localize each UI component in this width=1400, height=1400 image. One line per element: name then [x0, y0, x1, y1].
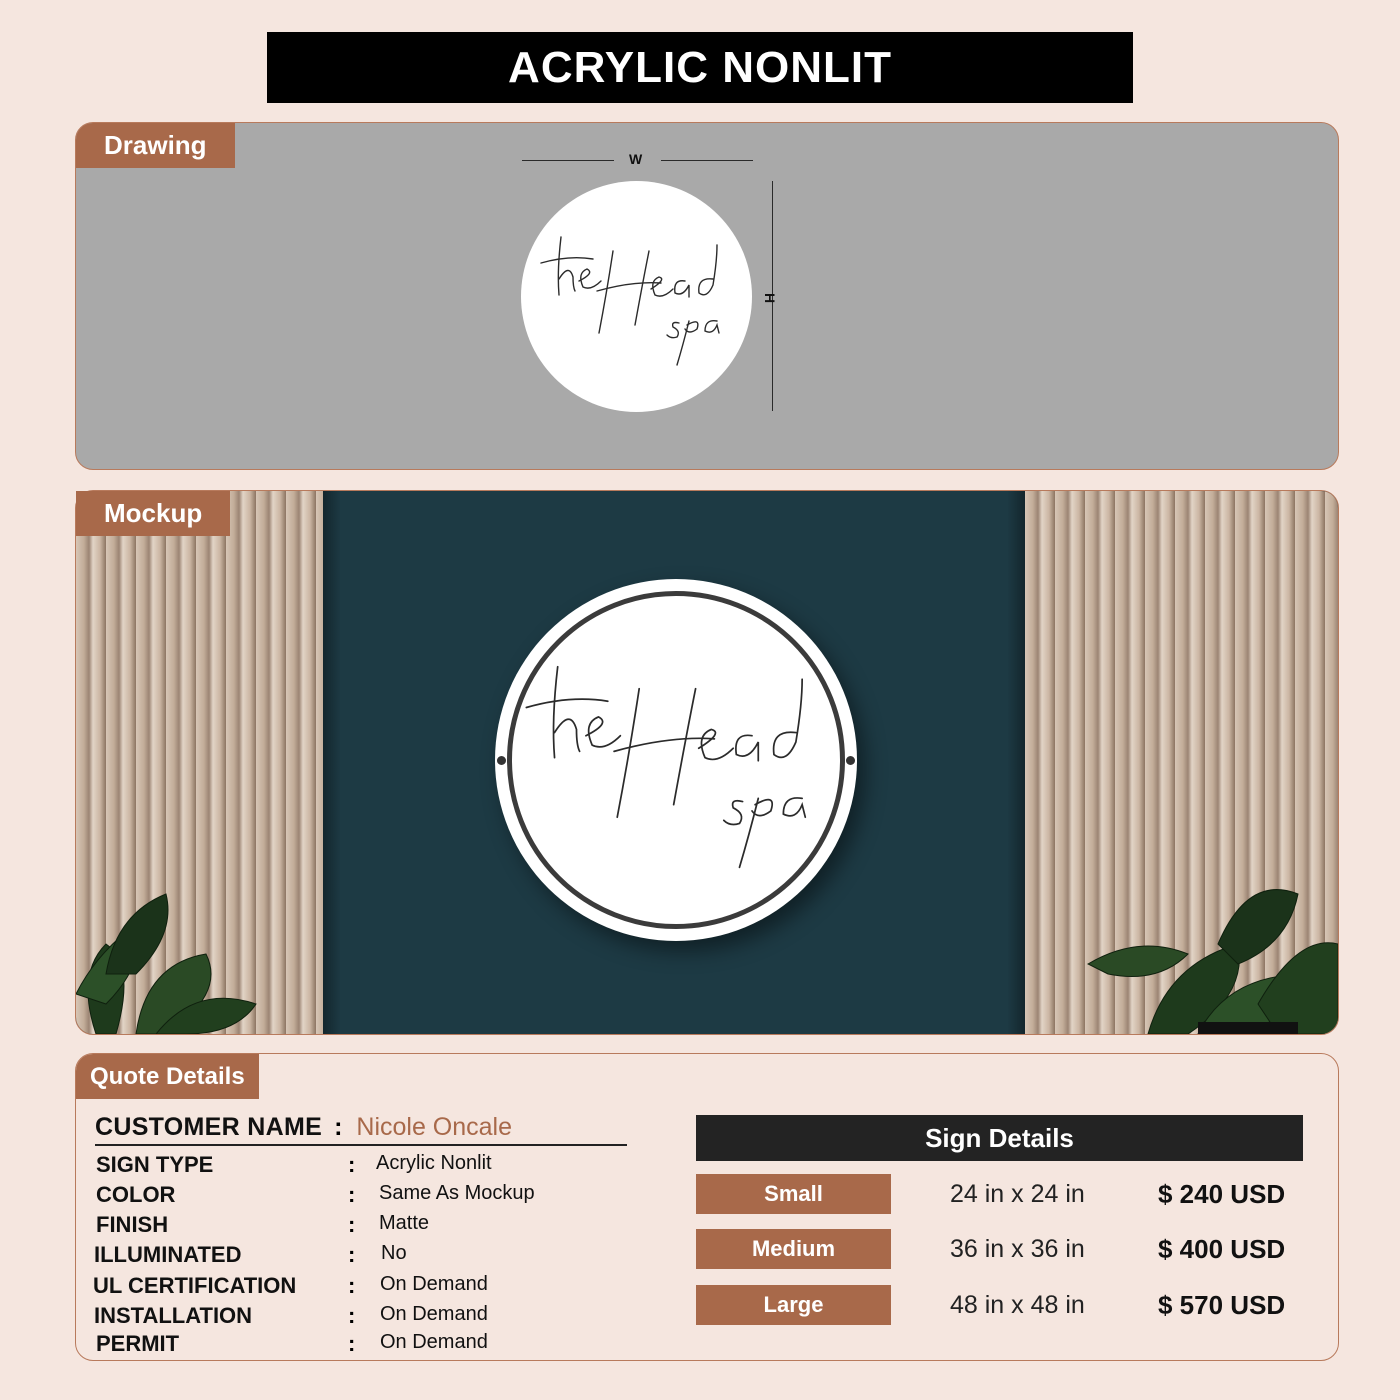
customer-name-row: [95, 1110, 627, 1146]
detail-colon: :: [348, 1242, 356, 1267]
detail-value: Matte: [379, 1212, 430, 1234]
detail-value: Same As Mockup: [379, 1182, 535, 1204]
detail-row-ul-certification: [94, 1273, 614, 1303]
detail-value: Acrylic Nonlit: [376, 1152, 492, 1174]
width-label: W: [629, 151, 643, 167]
customer-name-value: Nicole Oncale: [356, 1112, 513, 1141]
quote-tab: Quote Details: [76, 1054, 259, 1099]
customer-name-colon: :: [334, 1112, 343, 1141]
detail-colon: :: [348, 1331, 356, 1356]
logo-drawing: [521, 181, 752, 412]
detail-row-color: [94, 1182, 614, 1212]
wall-shadow-right: [1007, 491, 1025, 1034]
detail-label: ILLUMINATED: [94, 1242, 242, 1267]
plant-pot: [1198, 1022, 1298, 1034]
size-dimensions: 24 in x 24 in: [950, 1180, 1085, 1208]
size-dimensions: 48 in x 48 in: [950, 1291, 1085, 1319]
size-price: $ 570 USD: [1158, 1290, 1286, 1320]
detail-row-permit: [94, 1331, 614, 1361]
detail-value: On Demand: [380, 1331, 488, 1353]
detail-row-installation: [94, 1303, 614, 1333]
detail-row-sign-type: [94, 1152, 614, 1182]
size-dimensions: 36 in x 36 in: [950, 1235, 1085, 1263]
detail-colon: :: [348, 1303, 356, 1328]
plant-right: [1078, 854, 1338, 1034]
detail-colon: :: [348, 1152, 356, 1177]
detail-row-finish: [94, 1212, 614, 1242]
detail-row-illuminated: [94, 1242, 614, 1272]
plant-left: [76, 854, 266, 1034]
size-row-large: [696, 1285, 1306, 1327]
detail-value: No: [381, 1242, 407, 1264]
drawing-sign-circle: [521, 181, 752, 412]
sign-details-header: Sign Details: [696, 1115, 1303, 1161]
detail-value: On Demand: [380, 1273, 488, 1295]
customer-name-label: CUSTOMER NAME: [95, 1112, 323, 1141]
wall-shadow-left: [323, 491, 341, 1034]
logo-mockup: [495, 579, 857, 941]
drawing-tab: Drawing: [76, 123, 235, 168]
page-title: ACRYLIC NONLIT: [267, 32, 1133, 103]
height-label: H: [762, 292, 779, 304]
size-row-medium: [696, 1229, 1306, 1271]
quote-panel: [75, 1053, 1339, 1361]
width-dimension-line-left: [522, 160, 614, 161]
detail-label: PERMIT: [96, 1331, 180, 1356]
detail-colon: :: [348, 1182, 356, 1207]
detail-label: COLOR: [96, 1182, 176, 1207]
size-badge-small[interactable]: Small: [696, 1174, 891, 1214]
size-price: $ 400 USD: [1158, 1234, 1286, 1264]
detail-colon: :: [348, 1212, 356, 1237]
size-badge-large[interactable]: Large: [696, 1285, 891, 1325]
detail-colon: :: [348, 1273, 356, 1298]
detail-label: INSTALLATION: [94, 1303, 253, 1328]
detail-label: SIGN TYPE: [96, 1152, 214, 1177]
detail-value: On Demand: [380, 1303, 488, 1325]
mockup-tab: Mockup: [76, 491, 230, 536]
mockup-sign: [495, 579, 857, 941]
size-badge-medium[interactable]: Medium: [696, 1229, 891, 1269]
size-price: $ 240 USD: [1158, 1179, 1286, 1209]
width-dimension-line-right: [661, 160, 753, 161]
size-row-small: [696, 1174, 1306, 1216]
detail-label: UL CERTIFICATION: [93, 1273, 297, 1298]
drawing-panel: [75, 122, 1339, 470]
detail-label: FINISH: [96, 1212, 169, 1237]
